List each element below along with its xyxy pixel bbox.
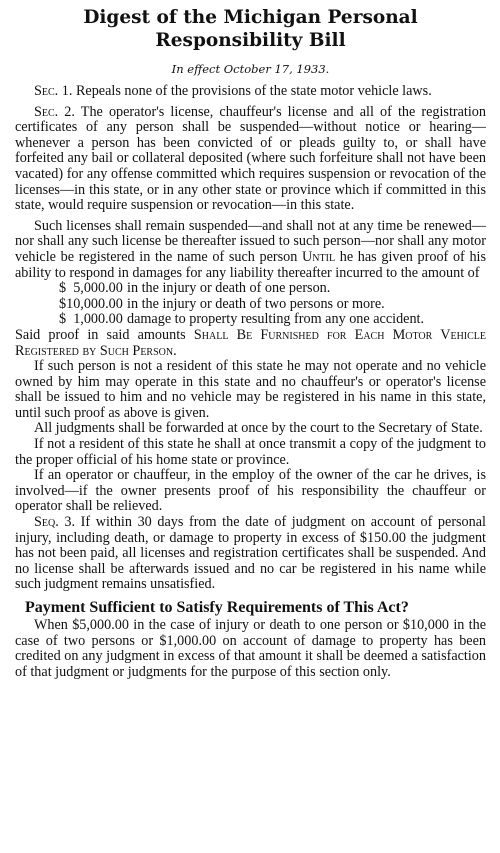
nonresident-paragraph: If such person is not a resident of this state he may not operate and no vehicle owned by him may operate in this state and no chauffeur's or operator's license shall be issued to him and no vehicle may be registered in his name in this state, until such proof as above is given. <box>15 358 486 421</box>
section-3-text: If within 30 days from the date of judgment on account of personal injury, including death, or damage to property in excess of $150.00 the judgment has not been paid, all licenses and registration certificates shall be suspended. And no license shall be afterwards issued and no car be registered in his name while such judgment remains unsatisfied. <box>15 514 486 593</box>
amount-value: $ 5,000.00 <box>59 280 123 297</box>
transmit-paragraph: If not a resident of this state he shall at once transmit a copy of the judgment to the proper official of his home state or province. <box>15 436 486 468</box>
amount-description: in the injury or death of one person. <box>127 280 331 297</box>
section-2-paragraph <box>15 105 486 214</box>
suspension-paragraph <box>15 219 486 281</box>
liability-amount-item <box>59 281 486 297</box>
section-2-text: The operator's license, chauffeur's license and all of the registration certificates of any person shall be suspended—without notice or hearing—whenever a person has been convicted of or pleads guilty to, or shall have forfeited any bail or collateral deposited (where such forfeiture shall not have been vacated) for any offense committed which requires suspension or revocation of the licenses—in this state, or in any other state or province which if committed in this state, would require suspension or revocation—in this state. <box>15 103 486 214</box>
title-line-2: Responsibility Bill <box>155 30 346 51</box>
page-title <box>15 6 486 52</box>
amount-value: $ 1,000.00 <box>59 311 123 328</box>
payment-subheading: Payment Sufficient to Satisfy Requirements of This Act? <box>25 599 409 616</box>
until-emphasis: Until <box>302 248 336 265</box>
title-line-1: Digest of the Michigan Personal <box>83 7 418 28</box>
section-3-label: Seq. 3. <box>34 514 76 531</box>
amount-description: damage to property resulting from any one accident. <box>127 311 425 328</box>
amount-description: in the injury or death of two persons or more. <box>127 295 385 312</box>
suspension-text-1: Such licenses shall remain suspended—and shall not at any time be renewed—nor shall any such license be thereafter issued to such person—nor shall any motor vehicle be registered in the name of such person <box>15 217 486 265</box>
section-3-paragraph <box>15 515 486 593</box>
liability-amount-item <box>59 312 486 328</box>
suspension-text-2: he has given proof of his ability to respond in damages for any liability thereafter incurred to the amount of <box>15 248 486 281</box>
section-2-label: Sec. 2. <box>34 103 75 120</box>
document-body <box>15 84 486 680</box>
operator-paragraph: If an operator or chauffeur, in the employ of the owner of the car he drives, is involved—if the owner presents proof of his responsibility the chauffeur or operator shall be relieved. <box>15 467 486 515</box>
proof-emphasis: Shall Be Furnished for Each Motor Vehicle Registered by Such Person <box>15 326 487 359</box>
section-1-text: Repeals none of the provisions of the state motor vehicle laws. <box>72 83 432 99</box>
judgments-paragraph: All judgments shall be forwarded at once by the court to the Secretary of State. <box>34 420 483 437</box>
proof-paragraph <box>15 328 486 359</box>
section-1-label: Sec. 1. <box>34 83 73 99</box>
liability-amount-item <box>59 297 486 313</box>
effective-date: In effect October 17, 1933. <box>171 62 330 76</box>
proof-text-1: Said proof in said amounts <box>15 326 194 343</box>
section-1-paragraph <box>15 84 486 100</box>
proof-text-2: . <box>173 342 177 359</box>
amount-value: $10,000.00 <box>59 295 123 312</box>
payment-paragraph: When $5,000.00 in the case of injury or death to one person or $10,000 in the case of two persons or $1,000.00 on account of damage to property has been credited on any judgment in excess of that amount it shall be deemed a satisfaction of that judgment or judgments for the purpose of this section only. <box>15 617 486 680</box>
liability-amounts-list <box>59 281 486 328</box>
